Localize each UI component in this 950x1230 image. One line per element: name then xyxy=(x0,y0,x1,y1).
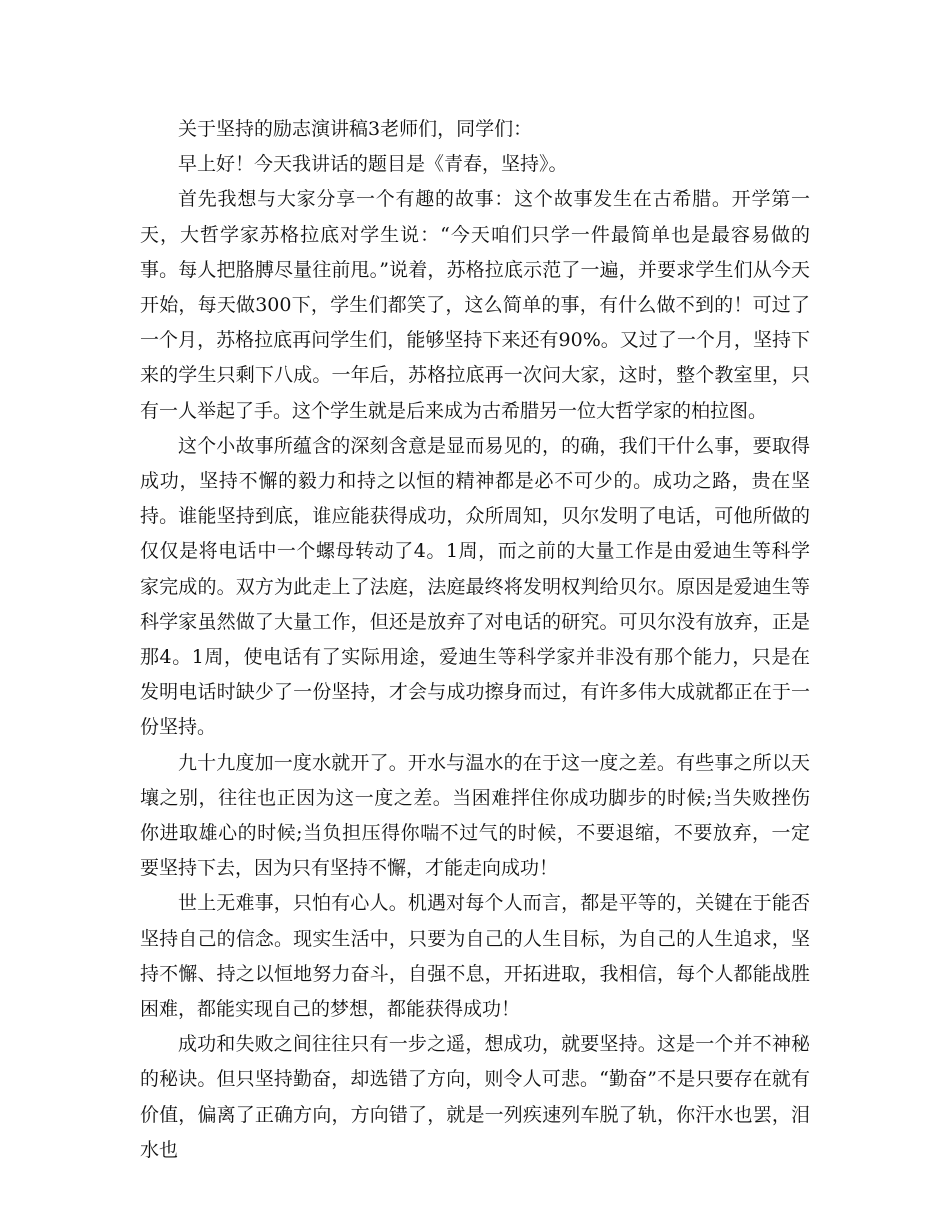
paragraph-bell-telephone: 这个小故事所蕴含的深刻含意是显而易见的，的确，我们干什么事，要取得成功，坚持不懈的毅力和持之以恒的精神都是必不可少的。成功之路，贵在坚持。谁能坚持到底，谁应能获得成功，众所周知，贝尔发明了电话，可他所做的仅仅是将电话中一个螺母转动了4。1周，而之前的大量工作是由爱迪生等科学家完成的。双方为此走上了法庭，法庭最终将发明权判给贝尔。原因是爱迪生等科学家虽然做了大量工作，但还是放弃了对电话的研究。可贝尔没有放弃，正是那4。1周，使电话有了实际用途，爱迪生等科学家并非没有那个能力，只是在发明电话时缺少了一份坚持，才会与成功擦身而过，有许多伟大成就都正在于一份坚持。 xyxy=(140,434,810,739)
document-body xyxy=(140,112,810,1168)
paragraph-boiling-water: 九十九度加一度水就开了。开水与温水的在于这一度之差。有些事之所以天壤之别，往往也正因为这一度之差。当困难拌住你成功脚步的时候;当失败挫伤你进取雄心的时候;当负担压得你喘不过气的时候，不要退缩，不要放弃，一定要坚持下去，因为只有坚持不懈，才能走向成功！ xyxy=(140,751,810,880)
paragraph-success-failure: 成功和失败之间往往只有一步之遥，想成功，就要坚持。这是一个并不神秘的秘诀。但只坚持勤奋，却选错了方向，则令人可悲。“勤奋”不是只要存在就有价值，偏离了正确方向，方向错了，就是一列疾速列车脱了轨，你汗水也罢，泪水也 xyxy=(140,1033,810,1161)
paragraph-socrates-story: 首先我想与大家分享一个有趣的故事：这个故事发生在古希腊。开学第一天，大哲学家苏格拉底对学生说：“今天咱们只学一件最简单也是最容易做的事。每人把胳膊尽量往前甩。”说着，苏格拉底示范了一遍，并要求学生们从今天开始，每天做300下，学生们都笑了，这么简单的事，有什么做不到的！可过了一个月，苏格拉底再问学生们，能够坚持下来还有90%。又过了一个月，坚持下来的学生只剩下八成。一年后，苏格拉底再一次问大家，这时，整个教室里，只有一人举起了手。这个学生就是后来成为古希腊另一位大哲学家的柏拉图。 xyxy=(140,188,810,422)
paragraph-title-line: 关于坚持的励志演讲稿3老师们，同学们： xyxy=(178,118,533,140)
paragraph-greeting: 早上好！今天我讲话的题目是《青春，坚持》。 xyxy=(178,153,568,176)
paragraph-opportunity: 世上无难事，只怕有心人。机遇对每个人而言，都是平等的，关键在于能否坚持自己的信念。现实生活中，只要为自己的人生目标，为自己的人生追求，坚持不懈、持之以恒地努力奋斗，自强不息，开拓进取，我相信，每个人都能战胜困难，都能实现自己的梦想，都能获得成功！ xyxy=(140,892,810,1021)
